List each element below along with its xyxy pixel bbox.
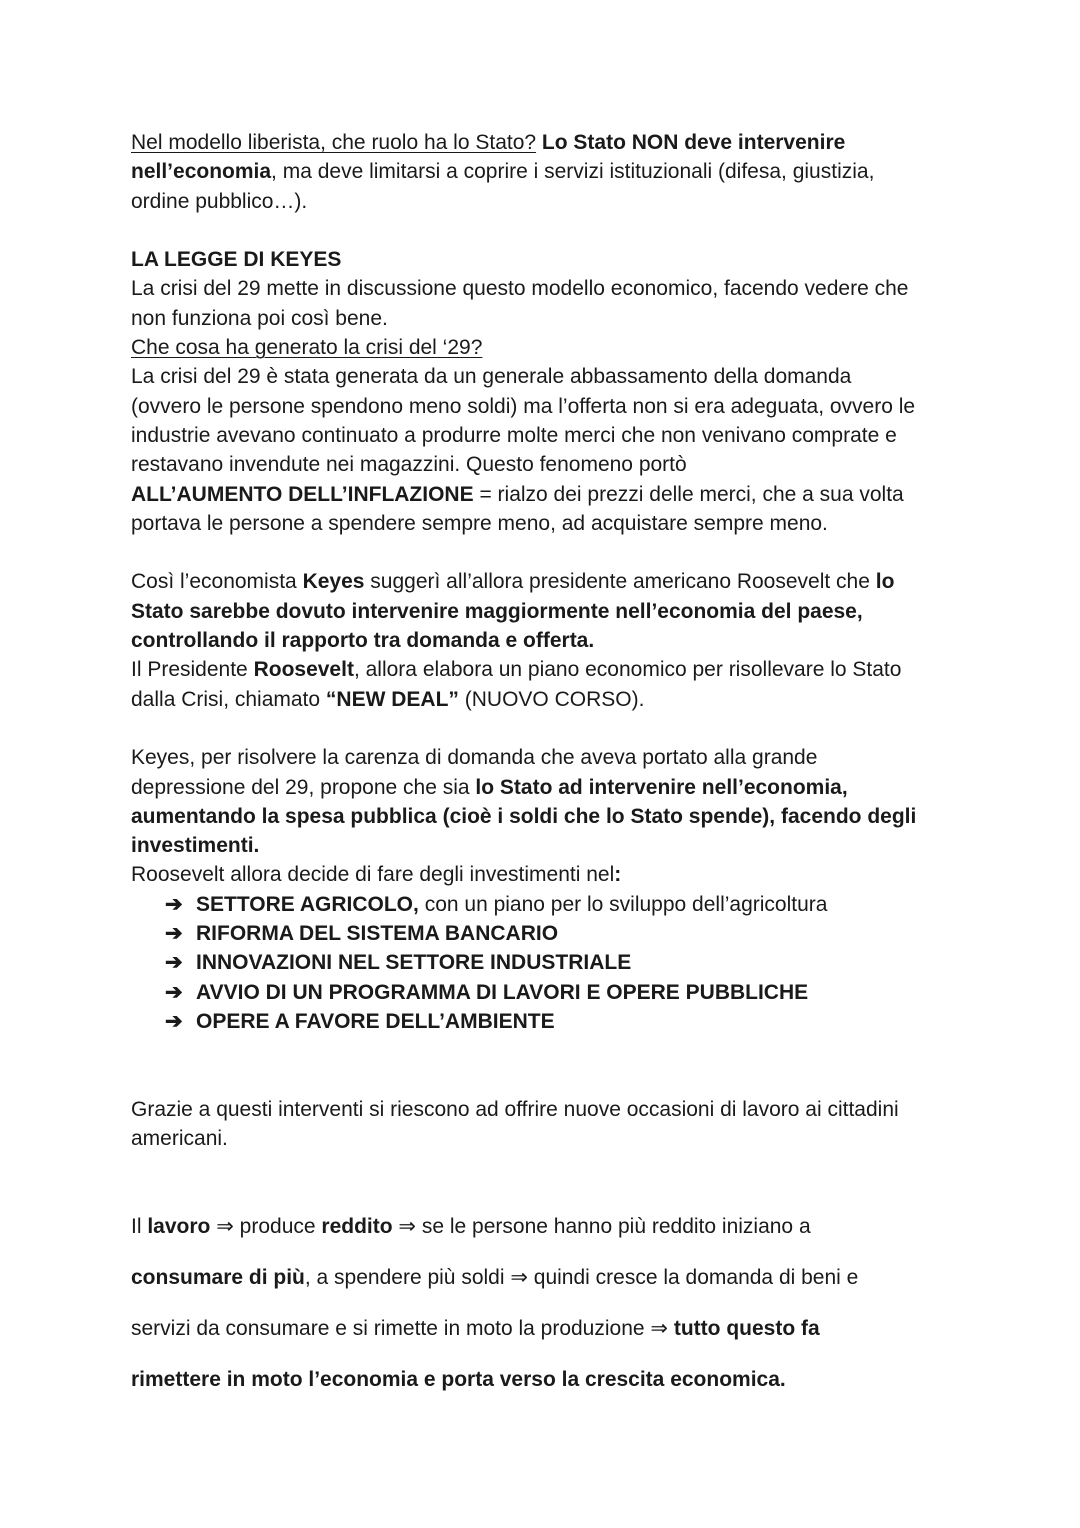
liberal-model-line-3: ordine pubblico…). bbox=[131, 189, 308, 213]
roosevelt-line-2: dalla Crisi, chiamato “NEW DEAL” (NUOVO CORSO). bbox=[131, 687, 645, 711]
implies-icon: ⇒ bbox=[510, 1265, 528, 1289]
answer-bold-economy: nell’economia bbox=[131, 160, 272, 184]
flow-line-2: consumare di più, a spendere più soldi ⇒ quindi cresce la domanda di beni e bbox=[131, 1265, 859, 1289]
arrow-right-icon: ➔ bbox=[165, 980, 183, 1004]
list-item: ➔ AVVIO DI UN PROGRAMMA DI LAVORI E OPERE PUBBLICHE bbox=[131, 978, 961, 1007]
investment-list bbox=[131, 890, 961, 1036]
crisis-cause-2: (ovvero le persone spendono meno soldi) ma l’offerta non si era adeguata, ovvero le bbox=[131, 394, 916, 418]
liberal-model-line-2 bbox=[131, 157, 961, 186]
liberal-model-line-1 bbox=[131, 128, 961, 157]
crisis-cause-1: La crisi del 29 è stata generata da un generale abbassamento della domanda bbox=[131, 365, 852, 389]
inflation-line: ALL’AUMENTO DELL’INFLAZIONE = rialzo dei prezzi delle merci, che a sua volta bbox=[131, 482, 904, 506]
section-heading: LA LEGGE DI KEYES bbox=[131, 248, 342, 272]
liberal-model-question: Nel modello liberista, che ruolo ha lo Stato? bbox=[131, 131, 537, 154]
list-item: ➔ OPERE A FAVORE DELL’AMBIENTE bbox=[131, 1007, 961, 1036]
section-intro-2: non funziona poi così bene. bbox=[131, 306, 388, 330]
implies-icon: ⇒ bbox=[216, 1214, 234, 1238]
economic-flow bbox=[131, 1212, 961, 1416]
flow-line-1: Il lavoro ⇒ produce reddito ⇒ se le persone hanno più reddito iniziano a bbox=[131, 1214, 811, 1238]
crisis-cause-3: industrie avevano continuato a produrre molte merci che non venivano comprate e bbox=[131, 423, 897, 447]
list-item: ➔ INNOVAZIONI NEL SETTORE INDUSTRIALE bbox=[131, 948, 961, 977]
result-line-1: Grazie a questi interventi si riescono ad offrire nuove occasioni di lavoro ai cittadini bbox=[131, 1097, 899, 1121]
arrow-right-icon: ➔ bbox=[165, 892, 183, 916]
result-line-2: americani. bbox=[131, 1127, 228, 1151]
crisis-cause-6: portava le persone a spendere sempre meno, ad acquistare sempre meno. bbox=[131, 511, 828, 535]
keyes-line-2: Stato sarebbe dovuto intervenire maggiormente nell’economia del paese, bbox=[131, 599, 863, 623]
flow-line-3: servizi da consumare e si rimette in moto la produzione ⇒ tutto questo fa bbox=[131, 1316, 820, 1340]
list-item: ➔ RIFORMA DEL SISTEMA BANCARIO bbox=[131, 919, 961, 948]
crisis-question: Che cosa ha generato la crisi del ‘29? bbox=[131, 336, 483, 360]
implies-icon: ⇒ bbox=[650, 1316, 669, 1340]
proposal-line-4: investimenti. bbox=[131, 834, 260, 858]
answer-bold: Lo Stato NON deve intervenire bbox=[541, 131, 846, 154]
arrow-right-icon: ➔ bbox=[165, 922, 183, 946]
roosevelt-line-1: Il Presidente Roosevelt, allora elabora un piano economico per risollevare lo Stato bbox=[131, 658, 902, 682]
arrow-right-icon: ➔ bbox=[165, 1009, 183, 1033]
arrow-right-icon: ➔ bbox=[165, 951, 183, 975]
inflation-bold: ALL’AUMENTO DELL’INFLAZIONE bbox=[131, 482, 474, 506]
section-intro-1: La crisi del 29 mette in discussione questo modello economico, facendo vedere che bbox=[131, 277, 909, 301]
implies-icon: ⇒ bbox=[398, 1214, 417, 1238]
proposal-line-5: Roosevelt allora decide di fare degli investimenti nel: bbox=[131, 863, 622, 887]
list-item: ➔ SETTORE AGRICOLO, con un piano per lo sviluppo dell’agricoltura bbox=[131, 890, 961, 919]
document-page bbox=[131, 128, 961, 1416]
keyes-line-3: controllando il rapporto tra domanda e offerta. bbox=[131, 629, 595, 653]
proposal-line-1: Keyes, per risolvere la carenza di domanda che aveva portato alla grande bbox=[131, 746, 818, 770]
answer-text: , ma deve limitarsi a coprire i servizi istituzionali (difesa, giustizia, bbox=[271, 160, 875, 184]
keyes-line-1: Così l’economista Keyes suggerì all’allora presidente americano Roosevelt che lo bbox=[131, 570, 895, 594]
flow-line-4: rimettere in moto l’economia e porta verso la crescita economica. bbox=[131, 1367, 786, 1391]
proposal-line-3: aumentando la spesa pubblica (cioè i soldi che lo Stato spende), facendo degli bbox=[131, 804, 917, 828]
crisis-cause-4: restavano invendute nei magazzini. Questo fenomeno portò bbox=[131, 453, 687, 477]
proposal-line-2: depressione del 29, propone che sia lo Stato ad intervenire nell’economia, bbox=[131, 775, 848, 799]
